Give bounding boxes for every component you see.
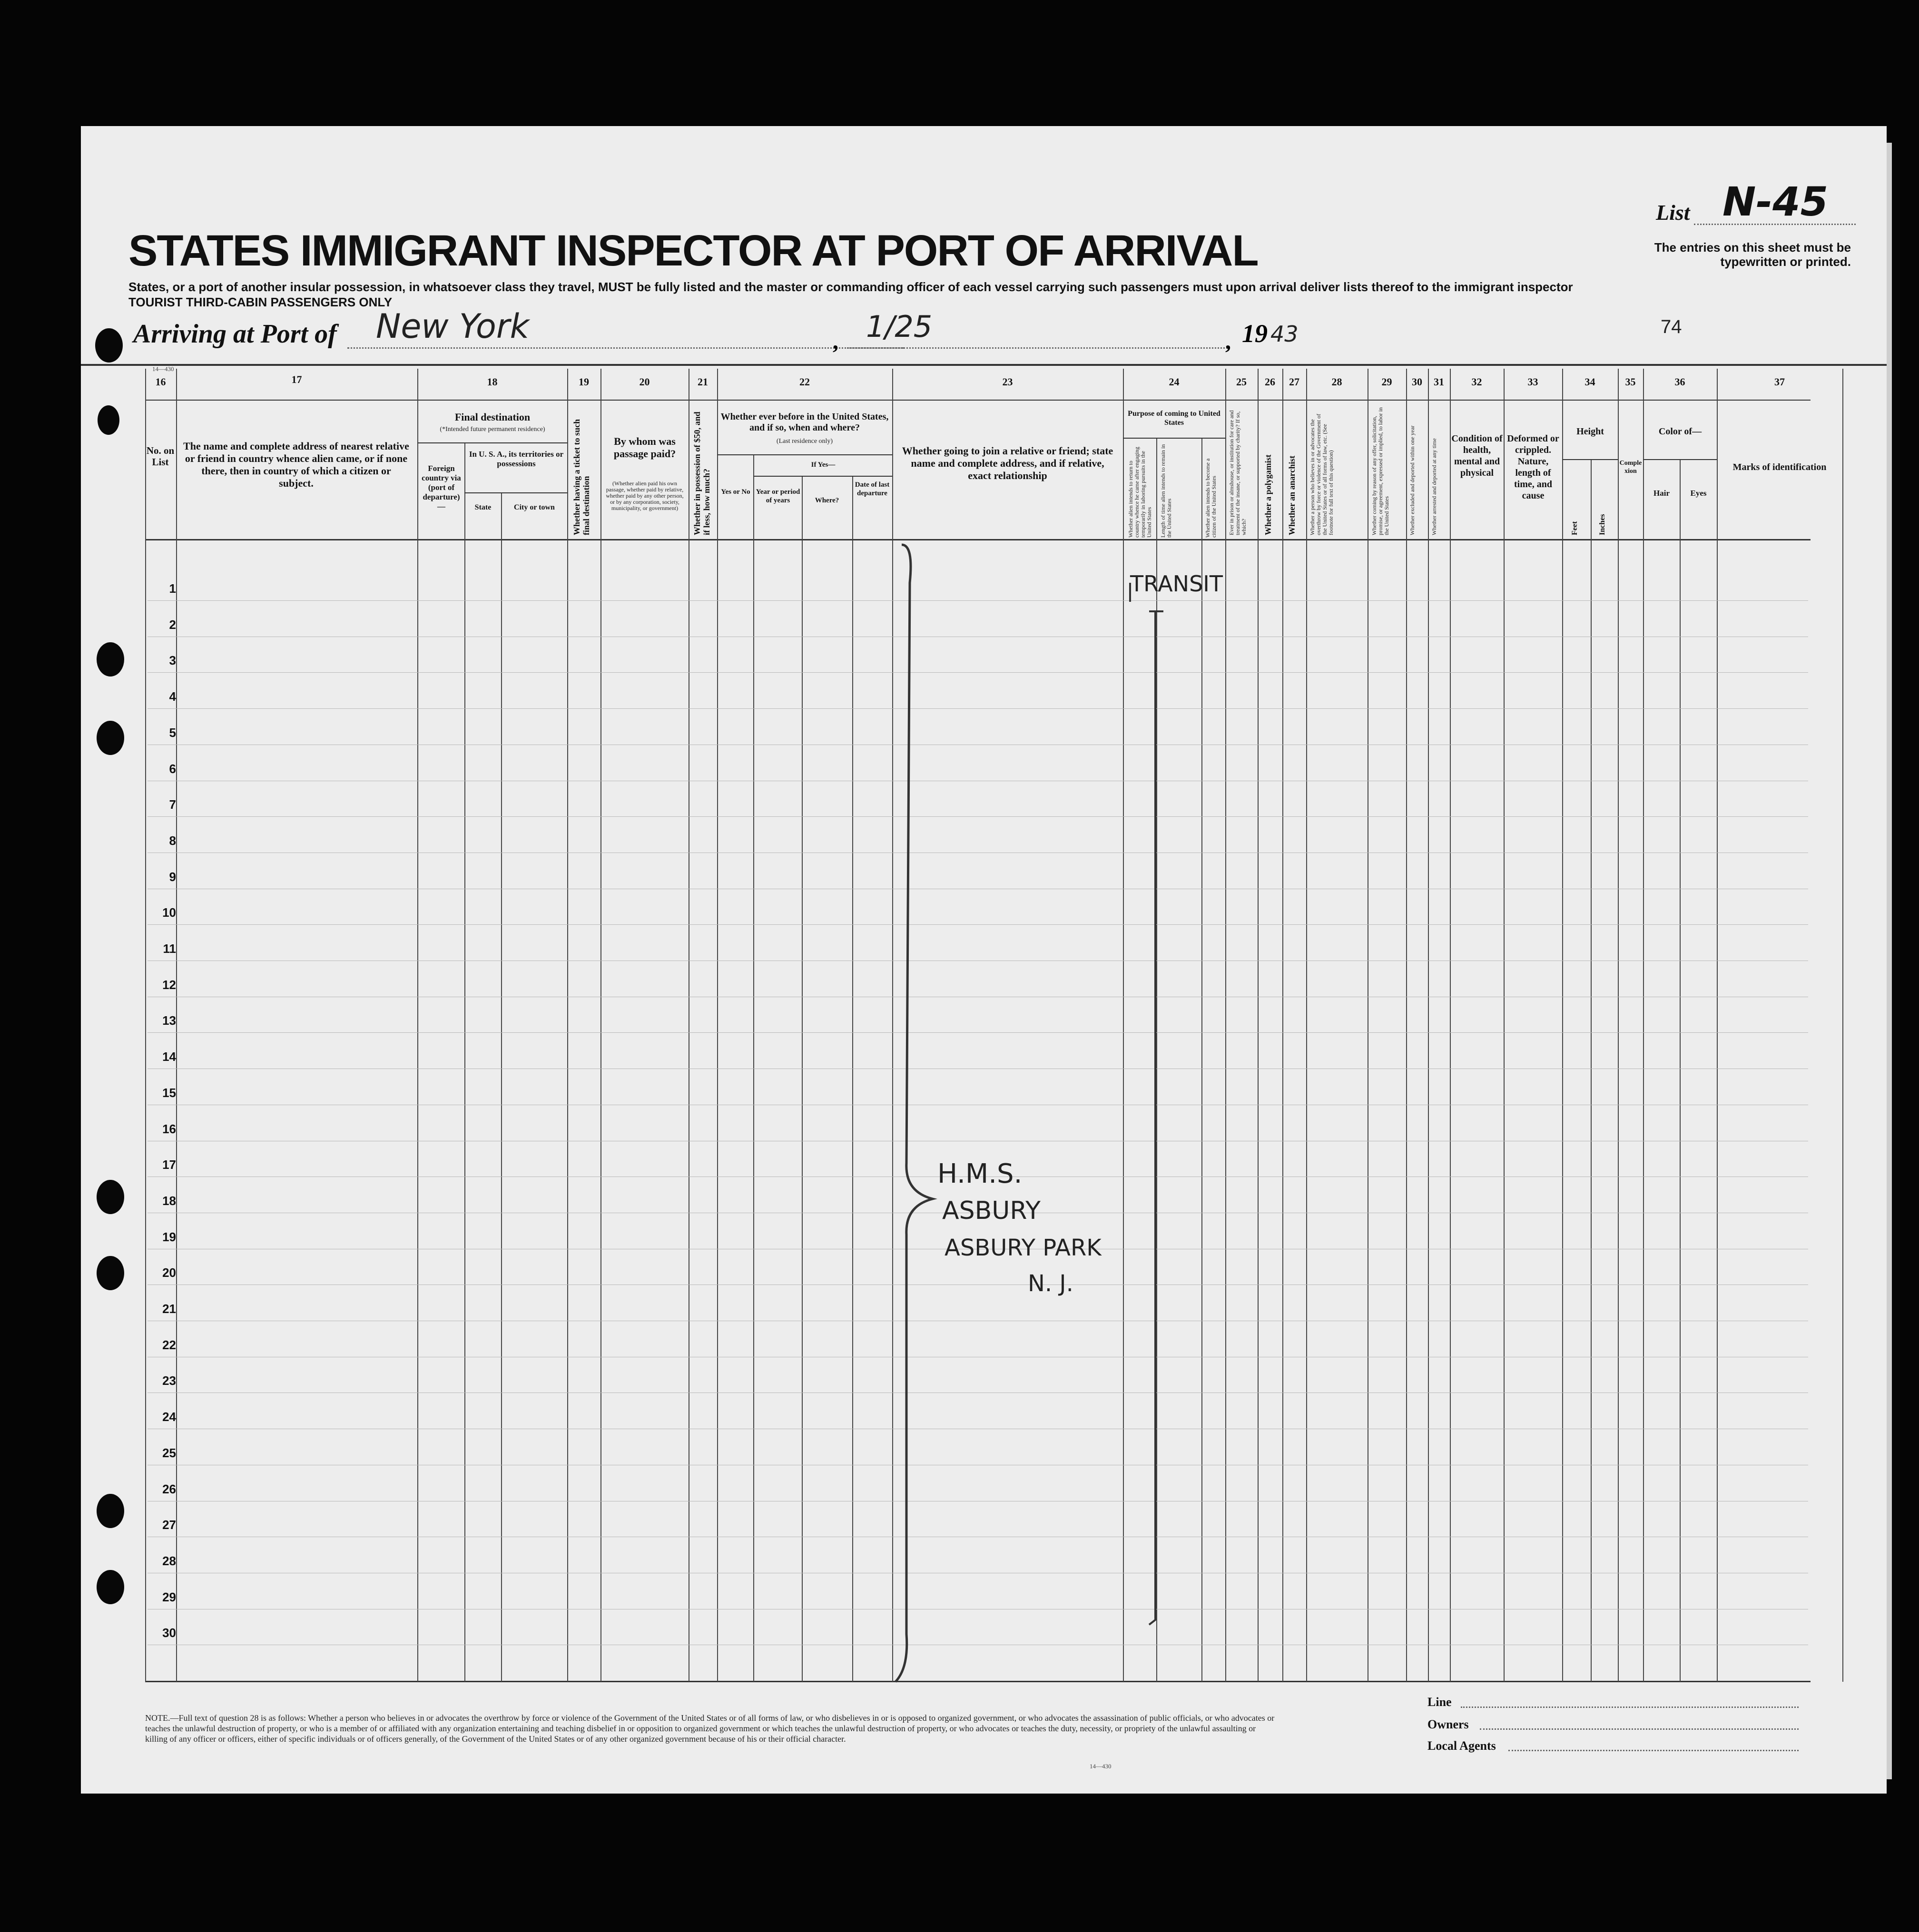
arriving-label: Arriving at Port of xyxy=(133,319,337,349)
row-number: 24 xyxy=(162,1410,176,1424)
col-num-20: 20 xyxy=(639,376,650,388)
col23-header: Whether going to join a relative or friend; state name and complete address, and if relative, exact relationship xyxy=(902,445,1113,481)
footer-note: NOTE.—Full text of question 28 is as follows: Whether a person who believes in or advocates the overthrow by force or violence of the Government of the United States or of all forms of law, or who disbelieves in or is opposed to organized government, or who advocates the assassination of public officials, or who advocates or teaches the unlawful destruction of property, or who is a member of or affiliated with any organization entertaining and teaching disbelief in or opposition to organized government or which teaches the unlawful destruction of property, or who advocates or teaches the duty, necessity, or propriety of the unlawful assaulting or killing of any officer or officers, either of specific individuals or of officers generally, of the Government of the United States or of any other organized government because of his or their official character. xyxy=(145,1713,1275,1744)
transit-line xyxy=(1130,583,1163,1625)
page-number: 74 xyxy=(1661,316,1682,337)
col18-note: (*Intended future permanent residence) xyxy=(440,426,545,433)
binder-hole xyxy=(97,642,124,677)
col-num-26: 26 xyxy=(1265,376,1275,388)
col24-sub-a: Whether alien intends to return to country whence he came after engaging temporarily in laboring pursuits in the United States xyxy=(1127,447,1152,538)
col-num-24: 24 xyxy=(1169,376,1180,388)
row-number: 10 xyxy=(162,905,176,920)
line-label: Line xyxy=(1427,1695,1452,1709)
col31-header: Whether arrested and deported at any time xyxy=(1431,438,1437,535)
comma-2: , xyxy=(1225,329,1231,354)
line-signature-line xyxy=(1461,1706,1799,1708)
col-num-37: 37 xyxy=(1774,376,1785,388)
row-number: 3 xyxy=(169,653,176,668)
row-number: 25 xyxy=(162,1445,176,1460)
col34-inches: Inches xyxy=(1598,514,1606,535)
agents-label: Local Agents xyxy=(1427,1739,1496,1753)
ship-line-4: N. J. xyxy=(1028,1270,1073,1297)
form-code-bottom: 14—430 xyxy=(1090,1763,1112,1770)
col34-feet: Feet xyxy=(1571,521,1579,535)
col32-header: Condition of health, mental and physical xyxy=(1451,433,1503,478)
transit-text: TRANSIT xyxy=(1130,571,1223,597)
row-number: 9 xyxy=(169,869,176,884)
manifest-sheet xyxy=(81,126,1887,1794)
row-number: 22 xyxy=(162,1337,176,1352)
col24-sub-b: Length of time alien intends to remain in the United States xyxy=(1160,444,1172,538)
col22-date: Date of last departure xyxy=(855,481,890,497)
row-number: 16 xyxy=(162,1121,176,1136)
col-num-31: 31 xyxy=(1434,376,1444,388)
col-num-34: 34 xyxy=(1584,376,1595,388)
col-num-29: 29 xyxy=(1381,376,1392,388)
col25-header: Ever in prison or almshouse, or institution for care and treatment of the insane, or supported by charity? If so, which? xyxy=(1228,410,1247,535)
form-subtitle: States, or a port of another insular possession, in whatsoever class they travel, MUST be fully listed and the master or commanding officer of each vessel carrying such passengers must upon arrival deliver lists thereof to the immigrant inspector xyxy=(128,280,1573,294)
list-number: N-45 xyxy=(1722,178,1829,225)
row-number: 5 xyxy=(169,725,176,740)
col24-sub-c: Whether alien intends to become a citizen of the United States xyxy=(1204,458,1217,538)
col-num-32: 32 xyxy=(1471,376,1482,388)
form-class-note: TOURIST THIRD-CABIN PASSENGERS ONLY xyxy=(128,295,393,309)
row-number: 14 xyxy=(162,1049,176,1064)
col18-header: Final destination xyxy=(454,411,531,423)
binder-hole xyxy=(97,1180,124,1214)
list-label: List xyxy=(1656,200,1690,225)
agents-signature-line xyxy=(1508,1750,1799,1751)
col20-header: By whom was passage paid? xyxy=(613,435,676,460)
col22-where: Where? xyxy=(815,497,839,504)
col28-header: Whether a person who believes in or advocates the overthrow by force or violence of the Government of the United States or of all forms of law, etc. (See footnote for full text of this question) xyxy=(1309,413,1334,535)
year-prefix: 19 xyxy=(1242,319,1268,348)
col-num-23: 23 xyxy=(1002,376,1013,388)
col-num-28: 28 xyxy=(1331,376,1342,388)
col22-header: Whether ever before in the United States, and if so, when and where? xyxy=(720,412,889,433)
col22-note: (Last residence only) xyxy=(776,438,833,445)
col16-header: No. on List xyxy=(146,445,175,468)
col33-header: Deformed or crippled. Nature, length of time, and cause xyxy=(1507,433,1559,501)
col34-header: Height xyxy=(1576,426,1604,437)
col37-header: Marks of identification xyxy=(1732,462,1827,472)
ship-line-2: ASBURY xyxy=(942,1196,1041,1225)
form-code-top: 14—430 xyxy=(152,365,174,373)
row-number: 19 xyxy=(162,1229,176,1244)
col22-yes-no: Yes or No xyxy=(721,488,750,496)
col-num-27: 27 xyxy=(1289,376,1299,388)
binder-hole xyxy=(97,1256,124,1290)
col35-header: Complexion xyxy=(1619,460,1642,475)
binder-hole xyxy=(97,1494,124,1528)
row-number: 17 xyxy=(162,1157,176,1172)
col36-header: Color of— xyxy=(1658,426,1702,437)
col18-foreign: Foreign country via (port of departure)— xyxy=(422,464,461,511)
col-num-19: 19 xyxy=(579,376,589,388)
col18-state: State xyxy=(474,503,492,511)
port-handwritten: New York xyxy=(376,307,530,346)
col-num-35: 35 xyxy=(1625,376,1636,388)
col-num-25: 25 xyxy=(1236,376,1247,388)
col-num-36: 36 xyxy=(1674,376,1685,388)
col24-header: Purpose of coming to United States xyxy=(1128,410,1220,427)
owners-label: Owners xyxy=(1427,1717,1469,1731)
row-number: 26 xyxy=(162,1481,176,1496)
date-handwritten: 1/25 xyxy=(866,309,933,344)
row-number: 18 xyxy=(162,1193,176,1208)
col27-header: Whether an anarchist xyxy=(1287,455,1297,535)
binder-hole xyxy=(98,405,119,435)
col30-header: Whether excluded and deported within one year xyxy=(1409,425,1416,535)
row-number: 13 xyxy=(162,1013,176,1028)
binder-hole xyxy=(97,1570,124,1604)
row-number: 15 xyxy=(162,1085,176,1100)
col22-if-yes: If Yes— xyxy=(811,461,836,469)
col-num-30: 30 xyxy=(1412,376,1422,388)
binder-hole xyxy=(97,721,124,755)
col19-header: Whether having a ticket to such final destination xyxy=(572,419,591,535)
col21-header: Whether in possession of $50, and if less, how much? xyxy=(692,412,711,535)
owners-signature-line xyxy=(1480,1728,1799,1730)
row-number: 6 xyxy=(169,761,176,776)
col-num-17: 17 xyxy=(291,373,302,385)
row-number: 27 xyxy=(162,1518,176,1532)
row-number: 30 xyxy=(162,1626,176,1640)
col-num-33: 33 xyxy=(1527,376,1538,388)
ship-line-1: H.M.S. xyxy=(937,1158,1023,1189)
col18-city: City or town xyxy=(514,503,555,511)
row-number: 28 xyxy=(162,1553,176,1568)
ship-line-3: ASBURY PARK xyxy=(945,1235,1102,1261)
form-title: STATES IMMIGRANT INSPECTOR AT PORT OF ARRIVAL xyxy=(128,226,1258,275)
row-number: 1 xyxy=(169,581,176,596)
col-num-21: 21 xyxy=(698,376,708,388)
col-num-16: 16 xyxy=(155,376,166,388)
row-number: 23 xyxy=(162,1373,176,1388)
col29-header: Whether coming by reason of any offer, solicitation, promise, or agreement, expressed or implied, to labor in the United States xyxy=(1371,407,1390,535)
col26-header: Whether a polygamist xyxy=(1263,454,1273,535)
brace-mark xyxy=(896,545,933,1682)
entries-note: The entries on this sheet must be typewritten or printed. xyxy=(1654,240,1851,269)
row-number: 2 xyxy=(169,617,176,632)
year-handwritten: 43 xyxy=(1270,321,1299,347)
row-number: 8 xyxy=(169,833,176,848)
row-number: 20 xyxy=(162,1265,176,1280)
col17-header: The name and complete address of nearest relative or friend in country whence alien came, or if none there, then in country of which a citizen or subject. xyxy=(183,440,409,489)
binder-hole xyxy=(95,328,123,363)
row-number: 7 xyxy=(169,797,176,812)
row-number: 21 xyxy=(162,1302,176,1316)
row-number: 29 xyxy=(162,1589,176,1604)
col22-year: Year or period of years xyxy=(756,488,800,504)
col20-note: (Whether alien paid his own passage, whether paid by relative, whether paid by any other person, or by any corporation, society, municipality, or government) xyxy=(606,480,684,511)
row-number: 11 xyxy=(163,941,176,956)
col-num-22: 22 xyxy=(799,376,810,388)
handwriting-strokes xyxy=(81,126,1887,1794)
row-number: 12 xyxy=(162,977,176,992)
col18-usa: In U. S. A., its territories or possessions xyxy=(469,450,564,468)
col36-hair: Hair xyxy=(1653,489,1670,498)
col-num-18: 18 xyxy=(487,376,498,388)
row-number: 4 xyxy=(169,689,176,704)
comma-1: , xyxy=(833,329,838,354)
col36-eyes: Eyes xyxy=(1690,489,1707,498)
